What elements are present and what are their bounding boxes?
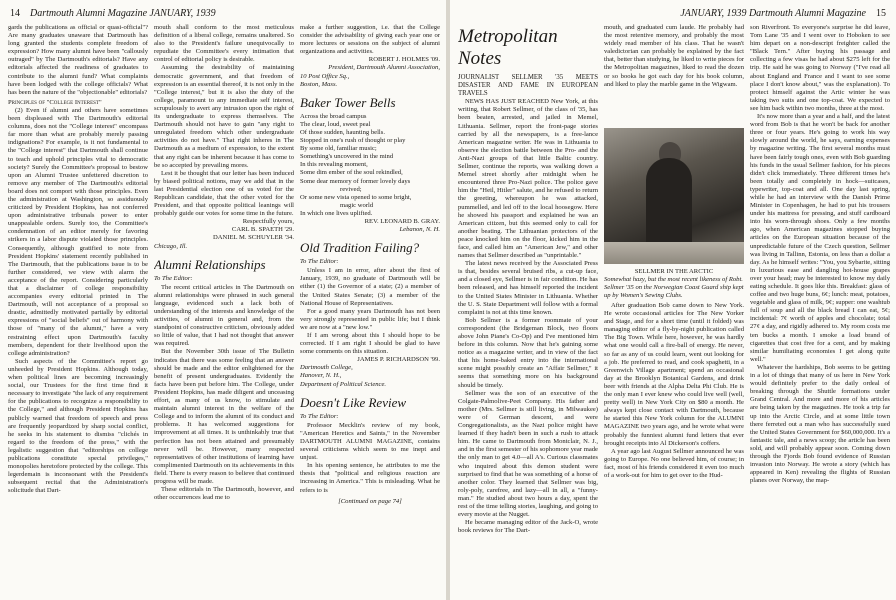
right-page-number: 15 — [876, 8, 886, 19]
photo-caption — [604, 268, 744, 300]
place-line: Chicago, Ill. — [154, 242, 188, 250]
place-line: Department of Political Science. — [300, 380, 387, 388]
right-running-head — [680, 8, 886, 19]
poem-line: In which one lives uplifted. — [300, 209, 373, 217]
poem-line: revived; — [340, 185, 362, 193]
salutation: To The Editor: — [300, 412, 339, 420]
paragraph: These editorials in The Dartmouth, however, and other occurrences lead me to — [154, 486, 294, 502]
signature-title: President, Dartmouth Alumni Association, — [328, 64, 440, 72]
signature: JAMES P. RICHARDSON '99. — [357, 356, 440, 364]
left-page — [0, 0, 446, 600]
paragraph: Such aspects of the Committee's report go unheeded by President Hopkins. Although today, when political lines are becoming increasingly social, our Trustees for the first time find it necessary to investigate "the lack of any requirement for the publications to recognize a responsibility to the College," and although President Hopkins has publicly warned that freedom of speech and press are frequently jeopardized by sharp social conflict, he seeks in his statement to dismiss "clichés in regard to the freedom of the press," with the legalistic suggestion that "editorships on college publications constitute special privileges," monopolies heretofore protected by the college. This legerdemain is inconsonant with the President's subsequent recital that the Administration's solicitude that Dart- — [8, 357, 148, 495]
continued-note: [Continued on page 74] — [338, 497, 402, 505]
closing: Respectfully yours, — [242, 218, 294, 226]
right-page — [450, 0, 896, 600]
paragraph: Assuming the desirability of maintaining democratic government, and that freedom of expression is an essential thereof, it is not only in the "College interest," but it is also the duty of the college, paramount to any immediate self interest, scrupulously to avert any intrusion upon the right of its undergraduate to express themselves. The Dartmouth should not have to gain "any right to unregulated freedom which other undergraduate activities do not have." That right inheres in The Dartmouth as a medium of expression, to the extent that any right can be inherent because it has come to be so accepted by prevailing mores. — [154, 64, 294, 169]
left-column-1 — [8, 24, 148, 596]
signature: CARL B. SPAETH '29. — [231, 226, 294, 234]
photo-title: SELLMER IN THE ARCTIC — [634, 268, 714, 275]
paragraph: son Riverfront. To everyone's surprise he did leave, Tom Lane '35 and I went over to Hoboken to see him depart on a non-descript freighter called the "Black Tern." After buying his passage and collecting a few visas he had about $275 left for the trip. He said he was going to Norway ("I've read all about England and France and I want to see some place I don't know about," was the explanation). To protect himself against the Artic winter he was taking two suits and one top-coat. We expected to see him back within two months, three at the most. — [750, 24, 890, 112]
article-heading: Alumni Relationships — [154, 256, 266, 272]
salutation: To The Editor: — [154, 274, 193, 282]
right-column-1 — [458, 24, 598, 596]
place-line: 10 Post Office Sq., — [300, 72, 350, 80]
right-column-3 — [750, 24, 890, 596]
poem-line: Something's uncovered in the mind — [300, 153, 394, 161]
section-heading: Principles of "College Interest" — [8, 98, 102, 106]
article-heading: Doesn't Like Review — [300, 394, 407, 410]
paragraph: The latest news received by the Associated Press is that, besides several bruised ribs, a cut-up face, and a closed eye, Sellmer is in fair condition. He has been released, and has himself reported the incident to the United States Minister in Lithuania. Whether the U. S. State Department will follow with a formal complaint is not at this time known. — [458, 260, 598, 316]
paragraph: A year ago last August Sellmer announced he was going to Europe. No one believed him, of course; in fact, most of his friends considered it even too much of a work-out for him to get over to the Hud- — [604, 447, 744, 479]
paragraph: (2) Even if alumni and others have sometimes been displeased with The Dartmouth's editorial columns, does not the "College interest" encompass far more than what are probably merely passing indignations? For example, is it not fundamental to the "College interest" that Dartmouth shall continue to teach and uphold principles vital to democratic society? Surely the Committee's proposal to bestow upon an Alumni Trustee unfettered discretion to remove any member of The Dartmouth's editorial board does not comport with those principles. Even the administration at Washington, so assiduously criticized by President Hopkins, has not conferred upon administrative tribunals power to enter unappealable orders. Surely too, the Committee's condemnation of an editor merely for favoring strikers in a labor dispute violated those principles. Consequently, although gratified to note from President Hopkins' statement recently published in The Dartmouth, that the publications issue is to be further considered, we view with alarm the acceptance of the report. Considering particularly that a disclaimer of college responsibility accompanies every editorial printed in The Dartmouth, will not acceptance of a proposal so drastic, admittedly motivated partially by editorial expressions of "social beliefs" out of harmony with those of "many of the alumni," have a very restraining effect upon Dartmouth's faculty members, dependent for their livelihood upon the college administration? — [8, 106, 148, 357]
paragraph: For a good many years Dartmouth has not been very strongly represented in public life; but I think we are now at a "new low." — [300, 307, 440, 331]
paragraph: mouth, and graduated cum laude. He probably had the most retentive memory, and probably the most widely read member of his class. That he wasn't valedictorian can probably be explained by the fact that, better than studying, he liked to write pieces for the Metropolitan magazines, liked to read the dozen or so books he got each day for his book column, and liked to play the marble game in the Wigwam. — [604, 24, 744, 88]
caption-text: Somewhat hazy, but the most recent likeness of Robt. Sellmer '35 on the Norwegian Coast Guard ship kept up by Women's Sewing Clubs. — [604, 276, 744, 299]
paragraph: NEWS HAS JUST REACHED New York, at this writing, that Robert Sellmer, of the class of '35, has been beaten, arrested, and jailed in Memel, Lithuania. Sellmer, report the front-page stories carried by all the newspapers, is a free-lance American magazine writer. He was in Lithuania to observe the election battle between the Pro- and the Anti-Nazi groups of that little Baltic country. Sellmer, continue the reports, was walking down a Memel street shortly after midnight when he encountered three Pro-Nazi police. The police gave him the "Heil, Hitler" salute, and he refused to return the greeting, whereupon he was attacked, pummelled, and led off to the local hoosegow. Here he showed his passport and explained he was an American citizen, but this seemed only to call for another beating. The Lithuanian protectors of the peace knocked him on the floor, kicked him in the face, and called him an "American Jew," and other names that Sellmer described as "unprintable." — [458, 98, 598, 260]
paragraph: The recent critical articles in The Dartmouth on alumni relationships were phrased in such general language, evidenced such a lack both of understanding of the interests and knowledge of the activities, of alumni in general and, from the standpoint of constructive criticism, obviously added so little of value, that I had not thought that answer was required. — [154, 283, 294, 348]
poem-line: magic world — [340, 201, 374, 209]
poem-line: Or some new vista opened to some bright, — [300, 193, 412, 201]
left-page-number: 14 — [10, 8, 20, 19]
photo-figure-body — [646, 158, 692, 250]
paragraph: Professor Mecklin's review of my book, "American Heretics and Saints," in the November DARTMOUTH ALUMNI MAGAZINE, contains several criticisms which seem to me inept and unjust. — [300, 421, 440, 462]
paragraph: make a further suggestion, i.e. that the College consider the advisability of giving each year one or more lectures or sessions on the subject of alumni organizations and activities. — [300, 24, 440, 56]
paragraph: It's now more than a year and a half, and the latest word from Bob is that he won't be back for another three or four years. He's going to work his way slowly around the world, he says, earning expenses by magazine writing. The first several months must have been fairly tough ones, even with Bob guarding his funds in the usual Sellmer fashion, for his pieces didn't click immediately. Three different times he's been totally and completely in hock—suitcases, typewriter, top-coat and all. One day last spring, while he had an interview with the Danish Prime Minister in Copenhagen, he had to put his trousers under his mattress for pressing, and stuff cardboard into his worn-through shoes. Only a few months ago, when American magazines stopped buying articles on the European situation because of the unpredictable future of the Czech question, Sellmer was living in Tallinn, Estonia, on less than a dollar a day. As he himself writes: "You, you Sybarite, sitting in luxurious ease and dangling hot-house grapes over your head; may be interested to know my daily eating schedule. It goes like this. Breakfast: glass of coffee and two huge buns, 6¢; lunch: meat, potatoes, vegetable and glass of milk, 9¢; supper: one washtub full of soup and all the black bread I can eat, 5¢; incidental: 7¢ worth of apples and chocolate; total 27¢ a day, and rigidly adhered to. My room costs me ten bucks a month. I smoke a load brand of cigarettes that cost five for a cent, and by making similar humiliating economies I get along quite well." — [750, 113, 890, 363]
sellmer-photo — [604, 128, 744, 264]
paragraph: Unless I am in error, after about the first of January, 1939, no graduate of Dartmouth will be either (1) the Governor of a state; (2) a member of the United States Senate; (3) a member of the National House of Representatives. — [300, 267, 440, 307]
paragraph: But the November 30th issue of The Bulletin indicates that there was some feeling that an answer should be made and the editor enlightened for the benefit of present undergraduates. Evidently the facts have been put before him. The College, under President Hopkins, has made diligent and unceasing effort, as many of us know, to stimulate and maintain alumni interest in the welfare of the College and to inform the alumni of its conduct and problems. It has welcomed suggestions for improvement at all times. It is unthinkably true that perfection has not been attained and presumably never will be. However, many respected representatives of other institutions of learning have complimented Dartmouth on its achievements in this field. There is every reason to believe that continued progress will be made. — [154, 348, 294, 485]
paragraph: Bob Sellmer is a former roommate of your correspondent (the Bridgeman Block, two floors above John Piane's Co-Op) and I've mentioned him before in this column. Now that he's gaining some notice as a magazine writer, and in view of the fact that his home-baked entry into the international scene might possibly create an "Affair Sellmer," it seems that something more on his background should be timely. — [458, 316, 598, 389]
paragraph: Whatever the hardships, Bob seems to be getting in a lot of things that many of us here in New York would definitely prefer to the daily ordeal of breaking through the Shuttle formations under Grand Central. And more and more of his articles are being taken by the magazines. He took a trip far up into the Arctic Circle, and at some little town there ferreted out a man who has successfully sued the United States Government for $60,000,000. It's a fantastic tale, and a news scoop; the article has been sold, and will probably appear soon. Coming down through the Fjords Bob found evidence of Russian invasion into Norway. He wrote a story (which has appeared in Ken) revealing the flights of Russian planes over Norway, the map- — [750, 363, 890, 485]
paragraph: mouth shall conform to the most meticulous definition of a liberal college, remains unaltered. So also to the President's failure unequivocally to repudiate the Committee's every intimation that control of editorial policy is desirable. — [154, 24, 294, 64]
signature: DANIEL M. SCHUYLER '34. — [213, 234, 294, 242]
article-heading: Baker Tower Bells — [300, 94, 396, 110]
salutation: To The Editor: — [300, 258, 339, 266]
left-running-head — [10, 8, 216, 19]
left-column-3 — [300, 24, 440, 596]
poem-line: Of those sudden, haunting bells. — [300, 128, 385, 136]
poem-line: The clear, loud, sweet peal — [300, 120, 371, 128]
poem-line: Stopped in one's rush of thought or play — [300, 137, 406, 145]
paragraph: He became managing editor of the Jack-O, wrote book reviews for The Dart- — [458, 519, 598, 535]
poem — [300, 113, 440, 218]
article-heading: Old Tradition Failing? — [300, 240, 420, 256]
photo-ground — [604, 242, 744, 264]
place-line: Dartmouth College, — [300, 364, 353, 372]
paragraph: Lest it be thought that our letter has been induced by biased political notions, may we add that in the last Presidential election one of us voted for the Republican candidate, that the other voted for the President, and that opposite political leanings will probably guide our votes for some time in the future. — [154, 169, 294, 218]
right-column-2-top — [604, 24, 744, 124]
signature: REV. LEONARD B. GRAY. — [364, 217, 440, 225]
section-title: Metropolitan Notes — [458, 26, 558, 69]
left-running-title: Dartmouth Alumni Magazine JANUARY, 1939 — [30, 8, 216, 19]
paragraph: gards the publications as official or quasi-official"? Are many graduates unaware that Dartmouth has long granted the students complete freedom of expression? How many alumni have been "callously outraged" by The Dartmouth's editorials? Have any editorials affected the readiness of graduates to contribute to the alumni fund? What complaints have been lodged with the college officials? What has been the nature of the "objectionable" editorials? — [8, 24, 148, 96]
right-column-2-bottom — [604, 302, 744, 596]
article-subhead: JOURNALIST SELLMER '35 MEETS DISASTER AND FAME IN EUROPEAN TRAVELS — [458, 74, 598, 98]
paragraph: After graduation Bob came down to New York. He wrote occasional articles for The New Yorker and Stage, and for a short time (until it folded) was managing editor of a fly-by-night publication called The Big Town. While here, however, he was hardly what one would call a fire-ball of energy. He never, so far as any of us could learn, went out looking for a job. He preferred to read, and cook spaghetti, in a Greenwich Village apartment; spend an occasional day at the Brooklyn Botanical Gardens, and drink beer with friends at the Alpha Delta Phi Club. He is the only man I ever knew who could live well (well, pretty well) in New York City on $80 a month. He always kept close contact with Dartmouth, because he started this New York column for the ALUMNI MAGAZINE two years ago, and he wrote what were probably the funniest alumni fund letters that ever brought receipts into Al Dickerson's coffers. — [604, 302, 744, 447]
place-line: Boston, Mass. — [300, 80, 338, 88]
place-line: Hanover, N. H., — [300, 372, 342, 380]
paragraph: If I am wrong about this I should hope to be corrected. If I am right I should be glad to have some comments on this situation. — [300, 332, 440, 356]
poem-line: By some old, familiar music; — [300, 145, 377, 153]
poem-line: Some dim ember of the soul rekindled, — [300, 169, 403, 177]
poem-line: Across the broad campus — [300, 112, 367, 120]
place-line: Lebanon, N. H. — [399, 226, 440, 234]
left-column-2 — [154, 24, 294, 596]
right-running-title: JANUARY, 1939 Dartmouth Alumni Magazine — [680, 8, 866, 19]
poem-line: Some dear memory of former lovely days — [300, 177, 411, 185]
paragraph: In his opening sentence, he attributes to me the thesis that "political and religious reaction are increasing in America." This is misleading. What he refers to is — [300, 462, 440, 494]
signature: ROBERT J. HOLMES '09. — [368, 56, 440, 64]
poem-line: In this revealing moment, — [300, 161, 368, 169]
paragraph: Sellmer was the son of an executive of the Colgate-Palmolive-Peet Company. His father and mother (Mrs. Sellmer is still living, in Milwaukee) were of German descent, and were Congregationalists, as the Nazi police might have learned if they hadn't been in such a rush to attack him. He came to Dartmouth from Montclair, N. J., and in the first semester of his sophomore year made the only man to get 4.0—all A's. Curious classmates who inquired about this demon student were surprised to find that he was something of a horse of another color. They learned that Sellmer was big, roly-poly, carefree, and lazy—all in all, a "funny-man." He studied about two hours a day, spent the rest of the time telling stories, laughing, and going to every movie at the Nugget. — [458, 389, 598, 519]
